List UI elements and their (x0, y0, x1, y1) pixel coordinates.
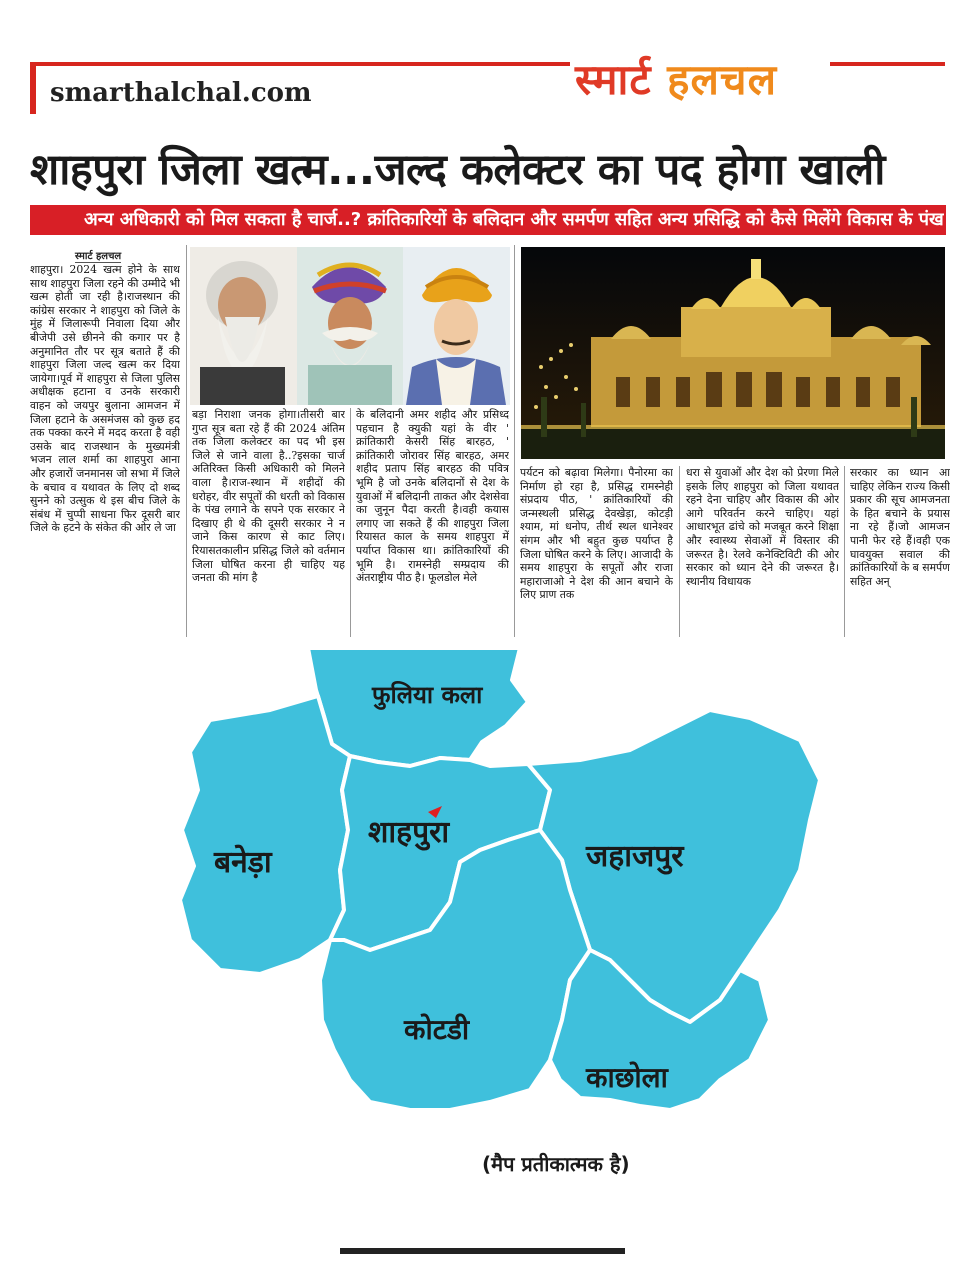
map-label-kachhola: काछोला (586, 1061, 668, 1094)
article-column-2: बड़ा निराशा जनक होगा।तीसरी बार गुप्त सूत्र बता रहे हैं की 2024 अंतिम तक जिला कलेक्टर का पद भी इस जिले से जाने वाला है..?इसका चार्ज अतिरिक्त किसी अधिकारी को मिलने वाला है।राज-स्थान में शहीदों की धरोहर, वीर सपूतों की धरती को विकास के पंख लगाने के सपने एक सरकार ने दिखाए ही थे की दूसरी सरकार ने न जाने किस कारण से काट लिए।रियासतकालीन प्रसिद्ध जिले को वर्तमान जिला घोषित करना ही चाहिए यह जनता की मांग है (192, 408, 345, 585)
map-disclaimer: (मैप प्रतीकात्मक है) (482, 1152, 630, 1176)
site-url: smarthalchal.com (50, 78, 312, 108)
illuminated-palace-image (521, 247, 945, 459)
column-divider (679, 466, 680, 637)
header-accent-bar (30, 62, 36, 114)
region-baneda (180, 696, 350, 974)
brand-word-halchal: हलचल (667, 55, 778, 104)
shahpura-district-map (110, 640, 870, 1200)
map-label-kotdi: कोटडी (404, 1013, 470, 1046)
article-column-6: सरकार का ध्यान आ चाहिए लेकिन राज्य किसी प्रकार की सूच आमजनता के हित बचाने के प्रयास ना रहे हैं।जो आमजन पानी फेर रहे हैं।वही एक घावयुक्त सवाल की क्रांतिकारियों के ब समर्पण सहित अन् (850, 466, 950, 588)
article-column-1: शाहपुरा। 2024 खत्म होने के साथ साथ शाहपुरा जिला रहने की उम्मीदे भी खत्म होती जा रही है।राजस्थान की कांग्रेस सरकार ने शाहपुरा को जिले के मुंह में जिलारूपी निवाला दिया और बीजेपी उसे छीनने की कगार पर है अनुमानित तौर पर सूत्र बताते हैं की शाहपुरा जिला जल्द खत्म कर दिया जायेगा।पूर्व में शाहपुरा से जिला पुलिस अधीक्षक हटाना व उनके सरकारी वाहन को जयपुर बुलाना आमजन में जिला हटाने के असमंजस को कुछ हद तक पक्का करने में मदद करता है वही उसके बाद राजस्थान के मुख्यमंत्री भजन लाल शर्मा का शाहपुरा आना और हजारों जनमानस जो सभा में जिले के बचाव व यथावत के लिए दो शब्द सुनने को उत्सुक थे इस बीच जिले के संबंध में चुप्पी साधना फिर दूसरी बार जिले के हटने के संकेत की ओर ले जा (30, 263, 180, 535)
article-column-5: धरा से युवाओं और देश को प्रेरणा मिले इसके लिए शाहपुरा को जिला यथावत रहने देना चाहिए और विकास की ओर आगे परिवर्तन करने चाहिए। यहां आधारभूत ढांचे को मजबूत करने शिक्षा और स्वास्थ्य सेवाओं में विस्तार की जरूरत है। रेलवे कनेक्टिविटी की ओर सरकार को ध्यान देने की जरूरत है।स्थानीय विधायक (686, 466, 839, 588)
footer-rule (340, 1248, 625, 1254)
subheadline: अन्य अधिकारी को मिल सकता है चार्ज..? क्रांतिकारियों के बलिदान और समर्पण सहित अन्य प्रसिद्धि को कैसे मिलेंगे विकास के पंख (84, 209, 944, 230)
article-column-4: पर्यटन को बढ़ावा मिलेगा। पैनोरमा का निर्माण हो रहा है, प्रसिद्ध रामस्नेही संप्रदाय पीठ, ' क्रांतिकारियों की जन्मस्थली प्रसिद्ध देवखेड़ा, कोटड़ी श्याम, मां धनोप, तीर्थ स्थल धानेश्वर संगम और भी बहुत कुछ पर्याप्त है जिला घोषित करने के लिए। आजादी के समय शाहपुरा के सपूतों और राजा महाराजाओ ने देश की आन बचाने के लिए प्राण तक (520, 466, 673, 602)
column-divider (514, 245, 515, 637)
revolutionaries-portraits-image (190, 247, 510, 405)
article-column-3: के बलिदानी अमर शहीद और प्रसिध्द पहचान है क्युकी यहां के वीर ' क्रांतिकारी केसरी सिंह बारहठ, ' क्रांतिकारी जोरावर सिंह बारहठ, अमर शहीद प्रताप सिंह बारहठ की पवित्र भूमि है जो उनके बलिदानों से देश के युवाओं में बलिदानी ताकत और देशसेवा का जुनून पैदा करती है।वही कयास लगाए जा सकते हैं की शाहपुरा जिला रियासत काल के समय शाहपुरा में पर्याप्त विकास था। क्रांतिकारियों की भूमि है। रामस्नेही सम्प्रदाय की अंतराष्ट्रीय पीठ है। फूलडोल मेले (356, 408, 509, 585)
column-divider (844, 466, 845, 637)
brand-logo (575, 50, 777, 107)
header-rule-right (830, 62, 945, 66)
map-label-phuliya-kala: फुलिया कला (372, 681, 483, 709)
map-label-baneda: बनेड़ा (214, 845, 272, 880)
column-divider (350, 408, 351, 637)
header-rule (30, 62, 570, 66)
map-label-jahazpur: जहाजपुर (586, 839, 684, 874)
byline: स्मार्ट हलचल (75, 248, 121, 263)
column-divider (186, 245, 187, 637)
headline: शाहपुरा जिला खत्म...जल्द कलेक्टर का पद होगा खाली (30, 145, 885, 195)
map-label-shahpura: शाहपुरा (368, 815, 450, 850)
brand-word-smart: स्मार्ट (575, 55, 652, 104)
